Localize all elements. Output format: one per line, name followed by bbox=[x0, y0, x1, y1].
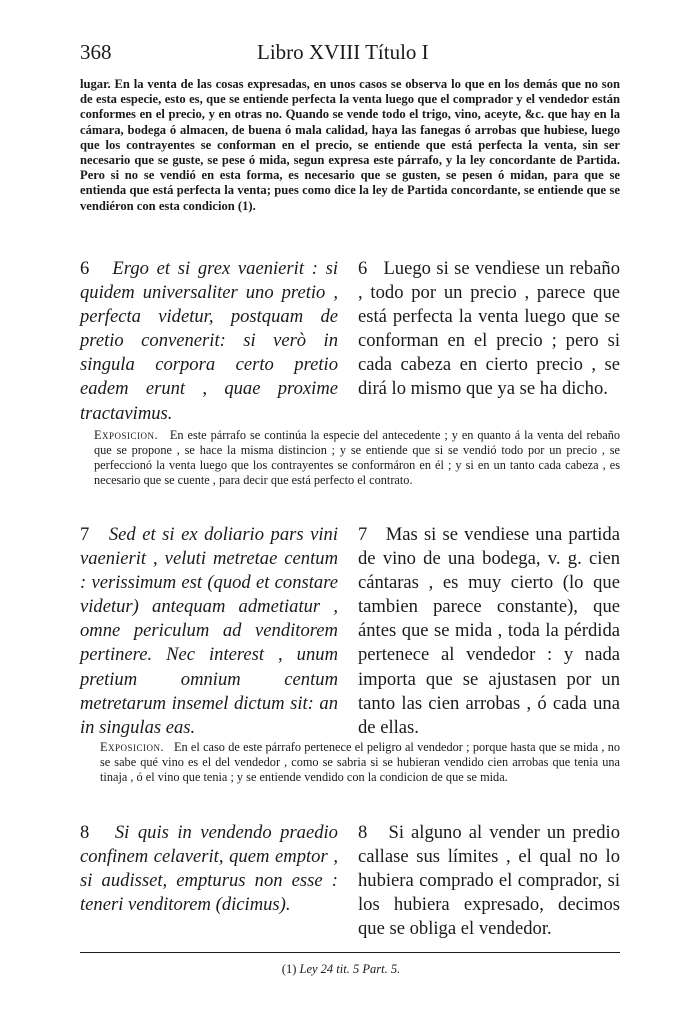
spanish-text: Mas si se vendiese una partida de vino de una bodega, v. g. cien cántaras , es muy cierto (lo que tambien parece constante), que ántes que se mida , toda la pérdida pertenece al vendedor : y nada importa que se ajustasen por un tanto las cien arrobas , ó cada una de ellas. bbox=[358, 524, 620, 738]
section-8-latin bbox=[80, 821, 338, 917]
spanish-text: Si alguno al vender un predio callase sus límites , el qual no lo hubiera comprado el comprador, si los hubiera expresado, decimos que se obliga el vendedor. bbox=[358, 822, 620, 940]
spanish-text: Luego si se vendiese un rebaño , todo por un precio , parece que está perfecta la venta luego que se conforman en el precio ; pero si cada cabeza en cierto precio , se dirá lo mismo que ya se ha dicho. bbox=[358, 258, 620, 400]
footnote-rule bbox=[80, 952, 620, 953]
section-number: 8 bbox=[80, 822, 90, 843]
exposition-2 bbox=[100, 740, 620, 785]
section-6-spanish bbox=[358, 257, 620, 402]
latin-text: Si quis in vendendo praedio confinem celaverit, quem emptor , si audisset, empturus non esse : teneri venditorem (dicimus). bbox=[80, 822, 338, 916]
exposition-label: Exposicion. bbox=[100, 740, 165, 754]
running-head: Libro XVIII Título I bbox=[257, 40, 429, 64]
exposition-label: Exposicion. bbox=[94, 428, 159, 442]
section-number: 6 bbox=[80, 258, 90, 279]
section-number: 6 bbox=[358, 258, 368, 279]
footnote-reference: Ley 24 tit. 5 Part. 5. bbox=[299, 962, 401, 976]
page-number: 368 bbox=[80, 40, 112, 64]
section-number: 7 bbox=[80, 524, 90, 545]
footnote bbox=[0, 962, 682, 977]
latin-text: Sed et si ex doliario pars vini vaenierit , veluti metretae centum : verissimum est (quod et constare videtur) antequam admetiatur , omne periculum ad venditorem pertinere. Nec interest , unum pretium omnium centum metretarum insemel dictum sit: an in singulas eas. bbox=[80, 524, 338, 738]
section-8-spanish bbox=[358, 821, 620, 941]
section-number: 8 bbox=[358, 822, 368, 843]
section-7-latin bbox=[80, 523, 338, 740]
exposition-1 bbox=[94, 428, 620, 488]
exposition-text: En este párrafo se continúa la especie del antecedente ; y en quanto á la venta del rebaño que se propone , se hace la misma distincion ; y se entiende que si se vendió todo por un precio , se perfeccionó la venta luego que los contrayentes se conformáron en él ; y si en un tanto cada cabeza , es necesario que se cuente , para decir que está perfecto el contrato. bbox=[94, 428, 620, 488]
section-7-spanish bbox=[358, 523, 620, 740]
intro-paragraph: lugar. En la venta de las cosas expresadas, en unos casos se observa lo que en los demás que no son de esta especie, esto es, que se entiende perfecta la venta luego que el comprador y el vendedor están conformes en el precio, y en otras no. Quando se vende todo el trigo, vino, aceyte, &c. que hay en la cámara, bodega ó almacen, de buena ó mala calidad, haya las fanegas ó arrobas que hubiese, luego que los contrayentes se conforman en el precio, se entiende que está perfecta la venta, sin ser necesario que se guste, se pese ó mida, segun expresa este párrafo, y la ley concordante de Partida. Pero si no se vendió en esta forma, es necesario que se gusten, se pesen ó midan, para que se entienda que está perfecta la venta; pues como dice la ley de Partida concordante, se entiende que se vendiéron con esta condicion (1). bbox=[80, 77, 620, 213]
footnote-mark: (1) bbox=[281, 962, 297, 976]
section-number: 7 bbox=[358, 524, 368, 545]
latin-text: Ergo et si grex vaenierit : si quidem universaliter uno pretio , perfecta videtur, postquam de pretio convenerit: si verò in singula corpora certo pretio eadem erunt , quae proxime tractavimus. bbox=[80, 258, 338, 424]
exposition-text: En el caso de este párrafo pertenece el peligro al vendedor ; porque hasta que se mida , no se sabe qué vino es el del vendedor , como se sabria si se hubieran vendido cien arrobas que tenia una tinaja , ó el vino que tenia ; y se entiende vendido con la condicion de que se mida. bbox=[100, 740, 620, 785]
section-6-latin bbox=[80, 257, 338, 426]
